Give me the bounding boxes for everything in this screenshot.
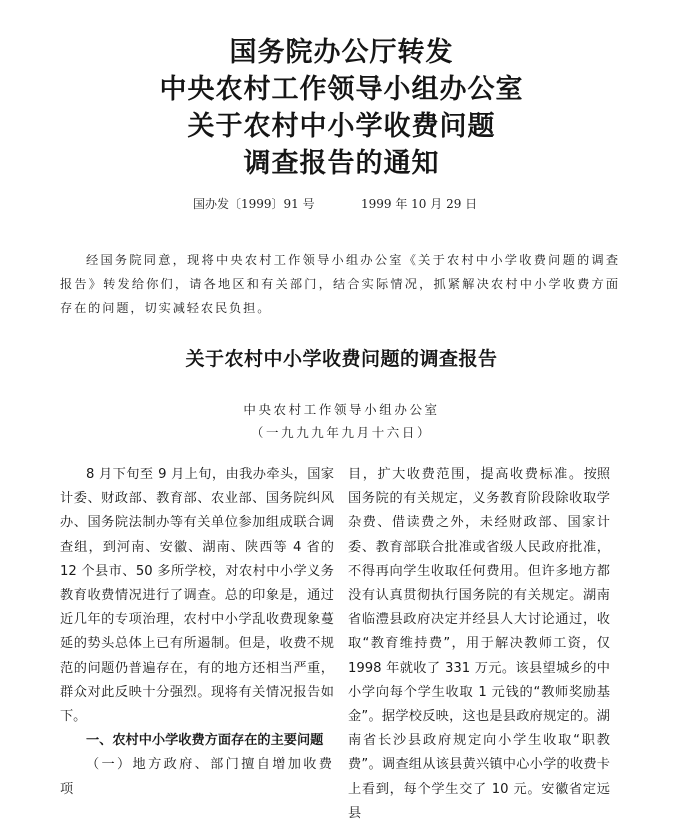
body-paragraph: 8 月下旬至 9 月上旬，由我办牵头，国家计委、财政部、教育部、农业部、国务院纠风办、国务院法制办等有关单位参加组成联合调查组，到河南、安徽、湖南、陕西等 4 省的 12 个县市、50 多所学校，对农村中小学义务教育收费情况进行了调查。总的印象是，通过近几年的专项治理，农村中小学乱收费现象蔓延的势头总体上已有所遏制。但是，收费不规范的问题仍普遍存在，有的地方还相当严重，群众对此反映十分强烈。现将有关情况报告如下。 [60,467,334,725]
left-column [60,463,334,802]
body-paragraph: 按照国务院的有关规定，义务教育阶段除收取学杂费、借读费之外，未经财政部、国家计委、教育部联合批准或省级人民政府批准，不得再向学生收取任何费用。但许多地方都没有认真贯彻执行国务院的有关规定。湖南省临澧县政府决定并经县人大讨论通过，收取“教育维持费”，用于解决教师工资，仅 1998 年就收了 331 万元。该县望城乡的中小学向每个学生收取 1 元钱的“教师奖励基金”。据学校反映，这也是县政府规定的。湖南省长沙县政府规定向小学生收取“职教费”。调查组从该县黄兴镇中心小学的收费卡上看到，每个学生交了 10 元。安徽省定远县 [348,467,611,821]
notice-title-line-4: 调查报告的通知 [243,148,440,179]
notice-title-line-2: 中央农村工作领导小组办公室 [159,74,524,105]
document-date: 1999 年 10 月 29 日 [361,197,478,211]
report-date: （一九九九年九月十六日） [250,425,433,440]
notice-title [0,34,683,182]
notice-title-line-1: 国务院办公厅转发 [229,37,454,68]
report-author: 中央农村工作领导小组办公室 [243,402,440,417]
intro-paragraph: 经国务院同意，现将中央农村工作领导小组办公室《关于农村中小学收费问题的调查报告》转发给你们，请各地区和有关部门，结合实际情况，抓紧解决农村中小学收费方面存在的问题，切实减轻农民负担。 [60,253,620,316]
notice-title-line-3: 关于农村中小学收费问题 [187,111,496,142]
document-number: 国办发〔1999〕91 号 [193,197,315,211]
right-column-text [348,463,610,826]
subsection-heading: （一）地方政府、部门擅自增加收费项 [60,757,334,797]
right-column [348,463,610,826]
section-heading: 一、农村中小学收费方面存在的主要问题 [86,733,324,749]
subsection-heading-continued: 目，扩大收费范围，提高收费标准。 [348,467,584,482]
report-title: 关于农村中小学收费问题的调查报告 [185,348,498,370]
